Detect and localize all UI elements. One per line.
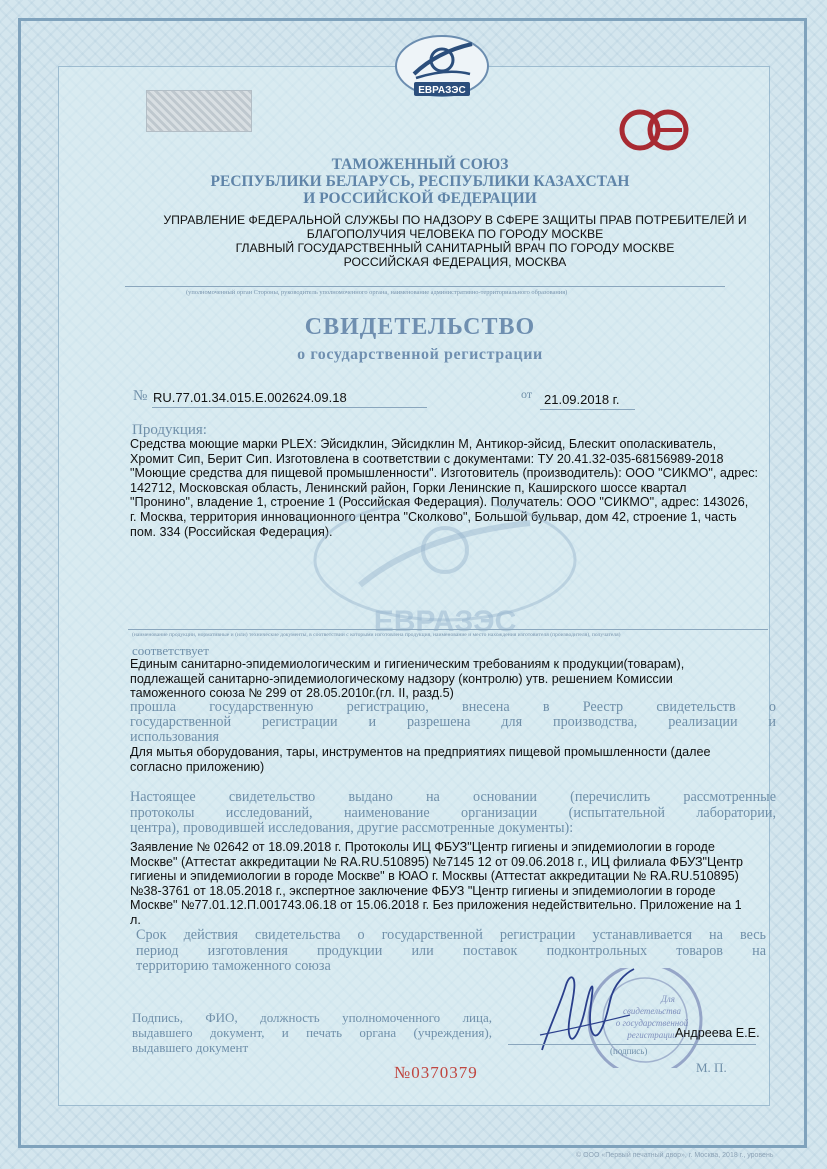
registration-number: RU.77.01.34.015.E.002624.09.18 <box>153 390 347 405</box>
mp-label: М. П. <box>696 1060 727 1075</box>
registry-statement <box>130 700 776 745</box>
basis-doc-line: л. <box>130 912 141 927</box>
registry-line: прошла государственную регистрацию, внесена в Реестр свидетельств о <box>130 699 776 715</box>
compliance-line: подлежащей санитарно-эпидемиологическому надзору (контролю) утв. решением Комиссии <box>130 671 673 686</box>
basis-doc-line: №38-3761 от 18.05.2018 г., экспертное заключение ФБУЗ "Центр гигиены и эпидемиологии в городе <box>130 883 716 898</box>
authority-line-2: БЛАГОПОЛУЧИЯ ЧЕЛОВЕКА ПО ГОРОДУ МОСКВЕ <box>306 227 604 241</box>
stamp-text: о государственной <box>615 1018 689 1028</box>
logo-text: ЕВРАЗЭС <box>418 85 466 96</box>
hologram-patch <box>146 90 252 132</box>
stamp-text: свидетельства <box>622 1006 682 1016</box>
date-underline <box>540 408 635 410</box>
number-label: № <box>133 388 148 404</box>
document-title: СВИДЕТЕЛЬСТВО <box>304 314 536 340</box>
product-line: пом. 334 (Российская Федерация). <box>130 524 333 539</box>
header-line-1: ТАМОЖЕННЫЙ СОЮЗ <box>331 156 509 173</box>
basis-doc-line: Москве" (Аттестат аккредитации № RA.RU.510895) №7145 12 от 09.06.2018 г., ИЦ филиала ФБУЗ"Центр <box>130 854 744 869</box>
signature-label <box>132 1010 492 1055</box>
basis-doc-line: гигиены и эпидемиологии в городе Москве" в ЮАО г. Москвы (Аттестат аккредитации № RA.RU.510895) <box>130 869 739 884</box>
usage-text <box>130 745 780 774</box>
usage-line: Для мытья оборудования, тары, инструментов на предприятиях пищевой промышленности (далее <box>130 745 711 759</box>
authority-underline <box>125 285 725 287</box>
compliance-line: Единым санитарно-эпидемиологическим и гигиеническим требованиям к продукции(товарам), <box>130 657 685 671</box>
product-caption: (наименование продукции, нормативные и (или) технические документы, в соответствии с которыми изготовлена продукция, наименование и место нахождения изготовителя (производителя), получателя) <box>132 632 621 638</box>
product-line: "Моющие средства для пищевой промышленности". Изготовитель (производитель): ООО "СИКМО", адрес: <box>130 466 759 481</box>
validity-line: период изготовления продукции или поставок подконтрольных товаров на <box>136 942 766 959</box>
eurasec-logo <box>392 34 492 104</box>
basis-line: Настоящее свидетельство выдано на основании (перечислить рассмотренные <box>130 789 776 805</box>
signature-label-line: выдавшего документ, и печать органа (учреждения), <box>132 1025 492 1040</box>
validity-line: Срок действия свидетельства о государственной регистрации устанавливается на весь <box>136 927 766 943</box>
stamp-text: Для <box>661 994 675 1004</box>
date-label: от <box>521 387 533 401</box>
product-line: "Пронино", владение 1, строение 1 (Российская Федерация). Получатель: ООО "СИКМО", адрес: 143026, <box>130 495 749 510</box>
basis-line: протоколы исследований, наименование организации (испытательной лаборатории, <box>130 804 776 821</box>
signature-label-line: Подпись, ФИО, должность уполномоченного лица, <box>132 1010 492 1025</box>
product-line: Средства моющие марки PLEX: Эйсидклин, Эйсидклин М, Антикор-эйсид, Блескит ополаскиватель, <box>130 437 717 451</box>
basis-statement <box>130 790 776 837</box>
document-subtitle: о государственной регистрации <box>297 346 543 363</box>
registration-date: 21.09.2018 г. <box>544 392 620 407</box>
stamp-text: регистрации <box>627 1030 677 1040</box>
usage-line: согласно приложению) <box>130 759 265 774</box>
authority-line-3: ГЛАВНЫЙ ГОСУДАРСТВЕННЫЙ САНИТАРНЫЙ ВРАЧ ПО ГОРОДУ МОСКВЕ <box>235 241 675 255</box>
authority-line-4: РОССИЙСКАЯ ФЕДЕРАЦИЯ, МОСКВА <box>343 255 567 269</box>
compliance-line: таможенного союза № 299 от 28.05.2010г.(гл. II, разд.5) <box>130 686 454 701</box>
signer-name: Андреева Е.Е. <box>675 1026 760 1040</box>
basis-documents <box>130 840 790 928</box>
signature-caption: (подпись) <box>610 1046 648 1056</box>
printer-footer: © ООО «Первый печатный двор», г. Москва, 2018 г., уровень <box>576 1152 774 1159</box>
validity-line: территорию таможенного союза <box>136 958 331 974</box>
product-label: Продукция: <box>132 422 207 438</box>
header-line-2: РЕСПУБЛИКИ БЕЛАРУСЬ, РЕСПУБЛИКИ КАЗАХСТАН <box>210 173 630 190</box>
number-underline <box>152 406 427 408</box>
authority-line-1: УПРАВЛЕНИЕ ФЕДЕРАЛЬНОЙ СЛУЖБЫ ПО НАДЗОРУ В СФЕРЕ ЗАЩИТЫ ПРАВ ПОТРЕБИТЕЛЕЙ И <box>163 213 747 227</box>
registry-line: государственной регистрации и разрешена для производства, реализации и <box>130 714 776 730</box>
eurasec-watermark <box>300 505 590 645</box>
product-underline <box>128 628 768 630</box>
signature-underline <box>508 1043 756 1045</box>
product-line: 142712, Московская область, Ленинский район, Горки Ленинские п, Каширского шоссе квартал <box>130 480 687 495</box>
serial-number: №0370379 <box>394 1063 478 1082</box>
product-line: Хромит Сип, Берит Сип. Изготовлена в соответствии с документами: ТУ 20.41.32-035-68156989-2018 <box>130 451 724 466</box>
header-line-3: И РОССИЙСКОЙ ФЕДЕРАЦИИ <box>303 190 537 207</box>
product-line: г. Москва, территория инновационного центра "Сколково", Большой бульвар, дом 42, строение 1, часть <box>130 509 737 524</box>
conformity-mark-icon <box>618 108 694 152</box>
compliance-label: соответствует <box>132 643 209 658</box>
watermark-text: ЕВРАЗЭС <box>373 605 517 638</box>
basis-doc-line: Москве" №77.01.12.П.001743.06.18 от 15.06.2018 г. Без приложения недействительно. Приложение на 1 <box>130 898 742 913</box>
basis-line: центра), проводившей исследования, другие рассмотренные документы): <box>130 820 574 836</box>
basis-doc-line: Заявление № 02642 от 18.09.2018 г. Протоколы ИЦ ФБУЗ"Центр гигиены и эпидемиологии в городе <box>130 840 715 854</box>
authority-caption: (уполномоченный орган Стороны, руководитель уполномоченного органа, наименование административно-территориального образования) <box>186 289 568 296</box>
compliance-text <box>130 657 770 701</box>
registry-line: использования <box>130 729 220 745</box>
signature-label-line: выдавшего документ <box>132 1040 249 1055</box>
